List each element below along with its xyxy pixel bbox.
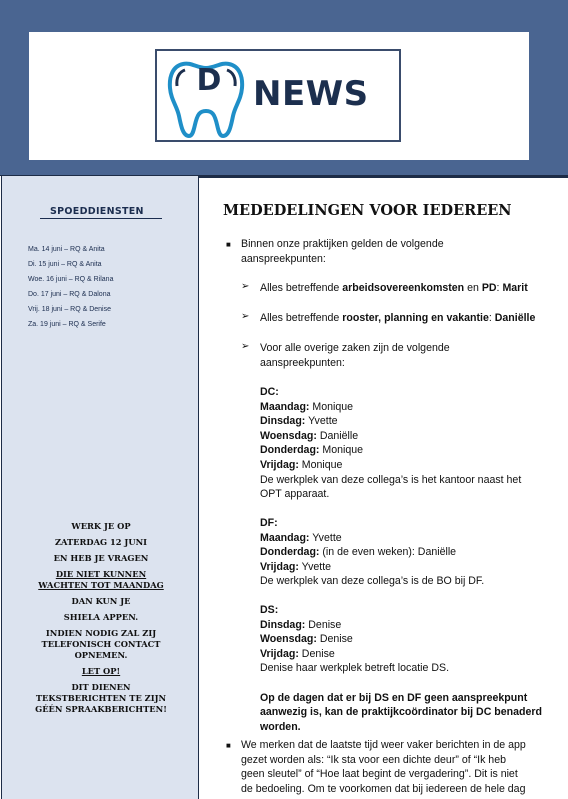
text: Maandag: [260,401,310,413]
arrow-icon: ➢ [241,311,250,322]
text: Yvette [309,532,342,544]
schedule-line [260,429,358,444]
schedule-line [260,545,456,560]
schedule-line [260,560,331,575]
contact-line [260,281,528,296]
text: Woensdag: [260,633,317,645]
schedule-line [260,647,335,662]
text: Vrijdag: [260,648,299,660]
weekend-notice [2,521,200,715]
text: Monique [309,401,354,413]
notice-line: OPNEMEN. [74,650,128,660]
paragraph-line: aanspreekpunten: [260,357,345,369]
paragraph-line: De werkplek van deze collega’s is het kantoor naast het [260,474,522,486]
schedule-line [260,531,342,546]
text: Vrijdag: [260,459,299,471]
dnews-logo [155,49,401,142]
paragraph-line: aanspreekpunten: [241,253,326,265]
paragraph-line: Binnen onze praktijken gelden de volgende [241,238,444,250]
page-title: MEDEDELINGEN VOOR IEDEREEN [223,202,512,219]
schedule-line [260,618,341,633]
text: Maandag: [260,532,310,544]
notice-line: GÉÉN SPRAAKBERICHTEN! [35,704,167,714]
notice-line: SHIELA APPEN. [63,612,139,622]
list-item: Ma. 14 juni – RQ & Anita [28,246,105,253]
spoeddiensten-title: SPOEDDIENSTEN [50,206,144,217]
header-band [0,0,568,176]
contact-line [260,311,535,326]
bullet-icon: ■ [226,240,231,249]
notice-line: DIT DIENEN [71,682,131,692]
text: Dinsdag: [260,415,306,427]
schedule-line [260,443,363,458]
notice-line: WERK JE OP [71,521,131,531]
text: Alles betreffende [260,312,343,324]
text: arbeidsovereenkomsten [342,282,465,294]
schedule-line [260,400,353,415]
logo-word: NEWS [253,74,369,114]
paragraph-line: gezet worden als: “Ik sta voor een dichte deur” of “Ik heb [241,754,506,766]
text: Daniëlle [494,312,536,324]
location-label-df: DF: [260,517,278,529]
arrow-icon: ➢ [241,341,250,352]
text: Dinsdag: [260,619,306,631]
header-panel [29,32,529,160]
spoeddiensten-list [28,242,113,332]
paragraph-line: aanwezig is, kan de praktijkcoördinator bij DC benaderd [260,706,542,718]
notice-line: TELEFONISCH CONTACT [41,639,161,649]
notice-line: LET OP! [81,666,121,676]
notice-line: EN HEB JE VRAGEN [53,553,149,563]
list-item: Di. 15 juni – RQ & Anita [28,261,102,268]
text: Woensdag: [260,430,317,442]
text: : [496,282,503,294]
text: (in de even weken): Daniëlle [319,546,457,558]
list-item: Vrij. 18 juni – RQ & Denise [28,306,111,313]
notice-line: WACHTEN TOT MAANDAG [38,580,164,590]
schedule-line [260,632,353,647]
paragraph-line: worden. [260,721,301,733]
text: en [464,282,482,294]
location-label-dc: DC: [260,386,279,398]
arrow-icon: ➢ [241,281,250,292]
sidebar [1,176,199,799]
text: Daniëlle [316,430,359,442]
spoeddiensten-underline [40,218,162,219]
logo-letter: D [196,63,222,98]
list-item: Woe. 16 juni – RQ & Rilana [28,276,114,283]
bullet-icon: ■ [226,741,231,750]
paragraph-line: OPT apparaat. [260,488,330,500]
text: PD [481,282,497,294]
text: Denise [305,619,342,631]
text: Denise [316,633,353,645]
text: rooster, planning en vakantie [342,312,489,324]
notice-line: INDIEN NODIG ZAL ZIJ [45,628,157,638]
main-content [199,176,568,799]
list-item: Za. 19 juni – RQ & Serife [28,321,106,328]
notice-line: DAN KUN JE [71,596,131,606]
notice-line: TEKSTBERICHTEN TE ZIJN [35,693,167,703]
text: Yvette [298,561,332,573]
text: : [488,312,495,324]
notice-line: DIE NIET KUNNEN [55,569,147,579]
paragraph-line: We merken dat de laatste tijd weer vaker berichten in de app [241,739,526,751]
text: Alles betreffende [260,282,343,294]
text: Denise [298,648,335,660]
text: Monique [319,444,364,456]
paragraph-line: De werkplek van deze collega’s is de BO bij DF. [260,575,485,587]
location-label-ds: DS: [260,604,279,616]
text: Monique [298,459,343,471]
text: Vrijdag: [260,561,299,573]
paragraph-line: de bedoeling. Om te voorkomen dat bij iedereen de hele dag [241,783,526,795]
text: Donderdag: [260,444,320,456]
text: Yvette [305,415,338,427]
notice-line: ZATERDAG 12 JUNI [54,537,148,547]
text: Donderdag: [260,546,320,558]
schedule-line [260,414,338,429]
text: Marit [502,282,528,294]
list-item: Do. 17 juni – RQ & Dalona [28,291,111,298]
paragraph-line: geen sleutel” of “Hoe laat begint de vergadering”. Dit is niet [241,768,518,780]
paragraph-line: Op de dagen dat er bij DS en DF geen aanspreekpunt [260,692,528,704]
paragraph-line: Voor alle overige zaken zijn de volgende [260,342,450,354]
paragraph-line: Denise haar werkplek betreft locatie DS. [260,662,450,674]
schedule-line [260,458,342,473]
